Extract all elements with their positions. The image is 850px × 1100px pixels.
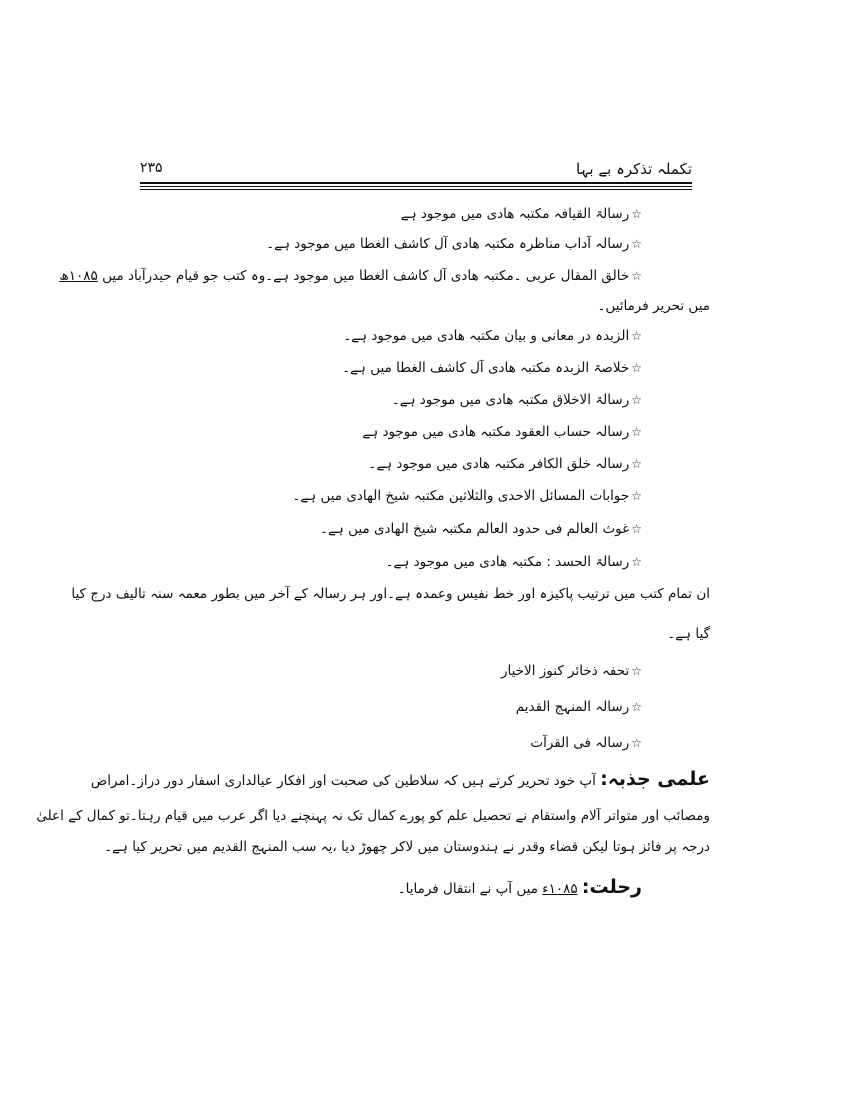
header-rule [140,186,692,187]
star-icon: ☆ [631,361,642,375]
star-icon: ☆ [631,489,642,503]
paragraph-line: رحلت: ۱۰۸۵ء میں آپ نے انتقال فرمایا۔ [397,876,642,898]
star-icon: ☆ [631,269,642,283]
star-icon: ☆ [631,329,642,343]
paragraph-line: گیا ہے۔ [667,626,710,642]
list-item: ☆رسالۃ الحسد : مکتبہ ھادی میں موجود ہے۔ [386,551,642,573]
header-title: تکملہ تذکرہ بے بہا [576,160,692,178]
paragraph-line: علمی جذبہ: آپ خود تحریر کرتے ہیں کہ سلاطین کی صحبت اور افکار عیالداری اسفار دور دراز۔امراض [90,768,710,790]
running-header [140,160,692,182]
list-item: ☆الزبدہ در معانی و بیان مکتبہ ھادی میں موجود ہے۔ [343,325,642,347]
list-item: ☆رسالہ فی القرآت [530,732,642,754]
star-icon: ☆ [631,393,642,407]
star-icon: ☆ [631,522,642,536]
section-heading: رحلت: [581,876,642,898]
page-number: ۲۳۵ [140,160,163,176]
list-item: ☆غوث العالم فی حدود العالم مکتبہ شیخ الھادی میں ہے۔ [320,518,642,540]
paragraph-line: ومصائب اور متواتر آلام واستقام نے تحصیل علم کو پورے کمال تک نہ پہنچنے دیا اگر عرب میں قیام رہتا۔تو کمال کے اعلیٰ [36,808,710,824]
list-item: ☆رسالہ المنہج القدیم [516,696,642,718]
star-icon: ☆ [631,700,642,714]
star-icon: ☆ [631,664,642,678]
star-icon: ☆ [631,425,642,439]
star-icon: ☆ [631,555,642,569]
hijri-date: ۱۰۸۵ھ [59,268,98,284]
header-rule [140,189,692,190]
list-item: ☆رسالۃ القیافہ مکتبہ ھادی میں موجود ہے [401,203,642,225]
star-icon: ☆ [631,207,642,221]
section-heading: علمی جذبہ: [600,768,710,790]
paragraph-line: ان تمام کتب میں ترتیب پاکیزہ اور خط نفیس وعمدہ ہے۔اور ہر رسالہ کے آخر میں بطور معمہ سنہ تالیف درج کیا [71,586,710,602]
death-date: ۱۰۸۵ء [542,881,578,897]
paragraph-line: درجہ پر فائز ہوتا لیکن قضاء وقدر نے ہندوستان میں لاکر چھوڑ دیا ،یہ سب المنہج القدیم میں تحریر کیا ہے۔ [104,839,710,855]
list-item: ☆رسالۃ الاخلاق مکتبہ ھادی میں موجود ہے۔ [392,389,642,411]
star-icon: ☆ [631,237,642,251]
star-icon: ☆ [631,736,642,750]
star-icon: ☆ [631,457,642,471]
list-item: ☆جوابات المسائل الاحدی والثلاثین مکتبہ شیخ الھادی میں ہے۔ [292,485,642,507]
list-item: ☆خلاصۃ الزبدہ مکتبہ ھادی آل کاشف الغطا میں ہے۔ [342,357,642,379]
list-item: ☆رسالہ خلق الکافر مکتبہ ھادی میں موجود ہے۔ [368,453,642,475]
list-item: ☆رسالہ آداب مناظرہ مکتبہ ھادی آل کاشف الغطا میں موجود ہے۔ [266,233,642,255]
header-rule [140,182,692,184]
list-item: ☆تحفہ ذخائر کنوز الاخیار [501,660,642,682]
list-item: ☆خالق المقال عربی ۔مکتبہ ھادی آل کاشف الغطا میں موجود ہے۔وہ کتب جو قیام حیدرآباد میں ۱۰۸۵ھ [59,265,642,287]
list-item: ☆رسالہ حساب العقود مکتبہ ھادی میں موجود ہے [362,421,642,443]
list-item-continuation: میں تحریر فرمائیں۔ [597,298,710,314]
